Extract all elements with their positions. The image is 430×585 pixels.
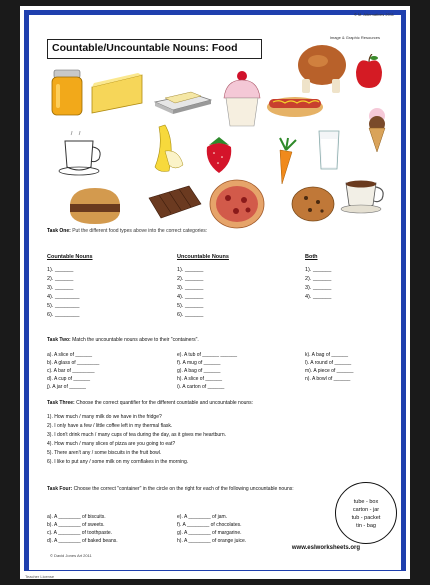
task-three-sentences (47, 413, 226, 467)
task-four-instruction (47, 486, 317, 493)
quantifier-sentence[interactable]: 1). How much / many milk do we have in the fridge? (47, 414, 162, 420)
task-two-text: Match the uncountable nouns above to their "containers". (72, 337, 199, 343)
containers-circle (335, 482, 397, 544)
container-line[interactable]: e). A ________ of jam. (177, 514, 228, 520)
task-one-text: Put the different food types above into the correct categories: (72, 228, 208, 234)
uncountable-heading: Uncountable Nouns (177, 254, 229, 260)
both-column (305, 254, 331, 302)
footer-strip (20, 571, 410, 579)
circle-word-line: tin - bag (356, 523, 376, 529)
uncountable-column (177, 254, 229, 320)
task-four-text: Choose the correct "container" in the circle on the right for each of the following uncountable nouns: (73, 486, 294, 492)
circle-word-line: tub - packet (351, 515, 381, 521)
quantifier-sentence[interactable]: 6). I like to put any / some milk on my cornflakes in the morning. (47, 459, 189, 465)
container-line[interactable]: a). A slice of ______ (47, 352, 93, 358)
quantifier-sentence[interactable]: 3). I don't drink much / many cups of tea during the day, as it gives me heartburn. (47, 432, 227, 438)
container-line[interactable]: b). A glass of ________ (47, 360, 100, 366)
answer-line[interactable]: 4). ______ (177, 294, 204, 300)
task-three-text: Choose the correct quantifier for the different countable and uncountable nouns: (76, 400, 254, 406)
cookie-icon (290, 184, 336, 224)
container-line[interactable]: c). A bar of ________ (47, 368, 95, 374)
answer-line[interactable]: 2). ______ (305, 276, 332, 282)
task-four-label: Task Four: (47, 486, 73, 492)
circle-word-line: tube - box (353, 499, 379, 505)
countable-column (47, 254, 93, 320)
footer-strip-label: Teacher License (25, 574, 55, 579)
task-two-instruction (47, 337, 199, 343)
milk-glass-icon (317, 129, 341, 171)
task-one-instruction (47, 228, 207, 234)
container-line[interactable]: d). A cup of ______ (47, 376, 91, 382)
chocolate-bar-icon (145, 184, 203, 224)
coffee-cup-icon (340, 171, 390, 216)
answer-line[interactable]: 6). ______ (177, 312, 204, 318)
page-title: Countable/Uncountable Nouns: Food (47, 39, 262, 59)
honey-jar-icon (50, 68, 84, 118)
quantifier-sentence[interactable]: 5). There aren't any / some biscuits in the fruit bowl. (47, 450, 162, 456)
container-line[interactable]: h). A ________ of orange juice. (177, 538, 247, 544)
container-line[interactable]: c). A ________ of toothpaste. (47, 530, 113, 536)
circle-word-line: carton - jar (352, 507, 380, 513)
container-line[interactable]: b). A ________ of sweets. (47, 522, 105, 528)
both-heading: Both (305, 254, 318, 260)
container-line[interactable]: h). A slice of ______ (177, 376, 223, 382)
container-line[interactable]: g). A ________ of margarine. (177, 530, 242, 536)
answer-line[interactable]: 5). ______ (177, 303, 204, 309)
container-line[interactable]: l). A round of ______ (305, 360, 352, 366)
copyright-bottom: © David Jones Art 2011 (50, 553, 92, 558)
answer-line[interactable]: 1). ______ (47, 267, 74, 273)
answer-line[interactable]: 4). ________ (47, 294, 80, 300)
answer-line[interactable]: 2). ______ (47, 276, 74, 282)
container-line[interactable]: j). A jar of ______ (47, 384, 86, 390)
category-columns (47, 254, 397, 334)
answer-line[interactable]: 3). ______ (305, 285, 332, 291)
website-link[interactable]: www.eslworksheets.org (291, 545, 360, 551)
answer-line[interactable]: 2). ______ (177, 276, 204, 282)
ice-cream-icon (365, 106, 389, 154)
answer-line[interactable]: 3). ______ (177, 285, 204, 291)
answer-line[interactable]: 3). ______ (47, 285, 74, 291)
roast-chicken-icon (292, 33, 352, 95)
task-one-label: Task One: (47, 228, 71, 234)
container-line[interactable]: d). A ________ of baked beans. (47, 538, 118, 544)
container-line[interactable]: i). A carton of ______ (177, 384, 225, 390)
container-line[interactable]: g). A bag of ______ (177, 368, 221, 374)
cupcake-icon (222, 66, 262, 128)
strawberry-icon (203, 133, 235, 175)
apple-icon (354, 54, 384, 90)
container-line[interactable]: e). A tub of ______ ______ (177, 352, 238, 358)
quantifier-sentence[interactable]: 4). How much / many slices of pizza are you going to eat? (47, 441, 176, 447)
container-line[interactable]: n). A bowl of ______ (305, 376, 351, 382)
hotdog-icon (265, 91, 325, 119)
pizza-icon (208, 178, 266, 230)
quantifier-sentence[interactable]: 2). I only have a few / little coffee left in my thermal flask. (47, 423, 173, 429)
container-line[interactable]: f). A ________ of chocolates. (177, 522, 242, 528)
task-three-label: Task Three: (47, 400, 75, 406)
container-line[interactable]: m). A piece of ______ (305, 368, 354, 374)
copyright-top: © M. Alternatives 2011 (353, 12, 394, 17)
worksheet-page (20, 6, 410, 579)
container-line[interactable]: a). A ________ of biscuits. (47, 514, 106, 520)
butter-icon (153, 86, 213, 116)
task-three-instruction (47, 400, 253, 406)
container-line[interactable]: k). A bag of ______ (305, 352, 349, 358)
answer-line[interactable]: 4). ______ (305, 294, 332, 300)
image-credit: Image & Graphic Resources (329, 35, 380, 40)
burger-icon (68, 186, 123, 226)
container-line[interactable]: f). A mug of ______ (177, 360, 221, 366)
tea-cup-outline-icon (57, 131, 107, 176)
answer-line[interactable]: 1). ______ (177, 267, 204, 273)
cheese-icon (90, 73, 145, 115)
answer-line[interactable]: 5). ________ (47, 303, 80, 309)
answer-line[interactable]: 6). ________ (47, 312, 80, 318)
task-two-label: Task Two: (47, 337, 71, 343)
banana-icon (145, 121, 187, 176)
answer-line[interactable]: 1). ______ (305, 267, 332, 273)
carrot-icon (270, 136, 300, 186)
countable-heading: Countable Nouns (47, 254, 93, 260)
